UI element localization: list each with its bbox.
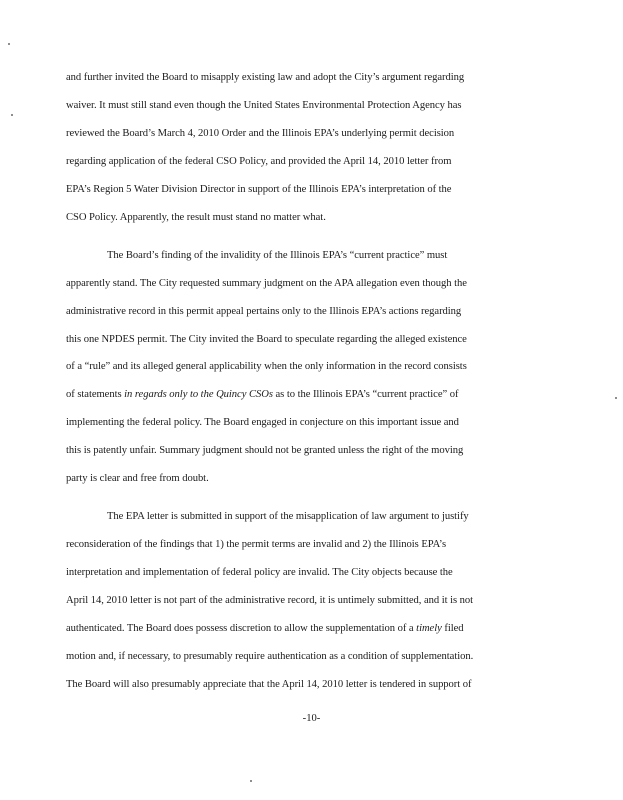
paragraph-2-line-9: party is clear and free from doubt.: [66, 473, 209, 484]
paragraph-3-line-5-emphasis: timely: [416, 623, 442, 634]
paragraph-3-line-1: The EPA letter is submitted in support of the misapplication of law argument to justify: [107, 511, 469, 522]
paragraph-3-line-2: reconsideration of the findings that 1) the permit terms are invalid and 2) the Illinois EPA’s: [66, 539, 447, 550]
scan-speck: [615, 397, 617, 399]
paragraph-3-line-5-before: authenticated. The Board does possess discretion to allow the supplementation of a: [66, 623, 417, 634]
paragraph-1-line-6: CSO Policy. Apparently, the result must stand no matter what.: [66, 212, 326, 223]
paragraph-3-line-3: interpretation and implementation of federal policy are invalid. The City objects because the: [66, 567, 453, 578]
paragraph-3-line-5: [66, 622, 464, 636]
paragraph-2-line-7: implementing the federal policy. The Board engaged in conjecture on this important issue and: [66, 417, 459, 428]
scan-speck: [250, 780, 252, 782]
paragraph-2-line-2: apparently stand. The City requested summary judgment on the APA allegation even though the: [66, 278, 467, 289]
scan-speck: [8, 43, 10, 45]
paragraph-1-line-4: regarding application of the federal CSO Policy, and provided the April 14, 2010 letter from: [66, 156, 452, 167]
paragraph-1-line-5: EPA’s Region 5 Water Division Director in support of the Illinois EPA’s interpretation of the: [66, 184, 452, 195]
paragraph-1-line-3: reviewed the Board’s March 4, 2010 Order and the Illinois EPA’s underlying permit decision: [66, 128, 455, 139]
paragraph-2-line-6: [66, 388, 458, 402]
paragraph-2-line-1: The Board’s finding of the invalidity of the Illinois EPA’s “current practice” must: [107, 250, 448, 261]
paragraph-2-line-6-emphasis: in regards only to the Quincy CSOs: [124, 389, 273, 400]
paragraph-3-line-4: April 14, 2010 letter is not part of the administrative record, it is untimely submitted, and it is not: [66, 595, 474, 606]
paragraph-3-line-6: motion and, if necessary, to presumably require authentication as a condition of supplementation.: [66, 651, 474, 662]
paragraph-2-line-6-after: as to the Illinois EPA’s “current practice” of: [272, 389, 459, 400]
paragraph-2-line-6-before: of statements: [66, 389, 125, 400]
paragraph-1-line-1: and further invited the Board to misapply existing law and adopt the City’s argument regarding: [66, 72, 465, 83]
paragraph-2-line-3: administrative record in this permit appeal pertains only to the Illinois EPA’s actions regarding: [66, 306, 462, 317]
paragraph-3-line-5-after: filed: [441, 623, 464, 634]
paragraph-3-line-7: The Board will also presumably appreciate that the April 14, 2010 letter is tendered in support of: [66, 679, 472, 690]
page-number: -10-: [302, 713, 321, 724]
paragraph-1-line-2: waiver. It must still stand even though the United States Environmental Protection Agency has: [66, 100, 462, 111]
paragraph-2-line-4: this one NPDES permit. The City invited the Board to speculate regarding the alleged existence: [66, 334, 467, 345]
paragraph-2-line-5: of a “rule” and its alleged general applicability when the only information in the record consists: [66, 361, 467, 372]
paragraph-2-line-8: this is patently unfair. Summary judgment should not be granted unless the right of the moving: [66, 445, 464, 456]
scan-speck: [11, 114, 13, 116]
